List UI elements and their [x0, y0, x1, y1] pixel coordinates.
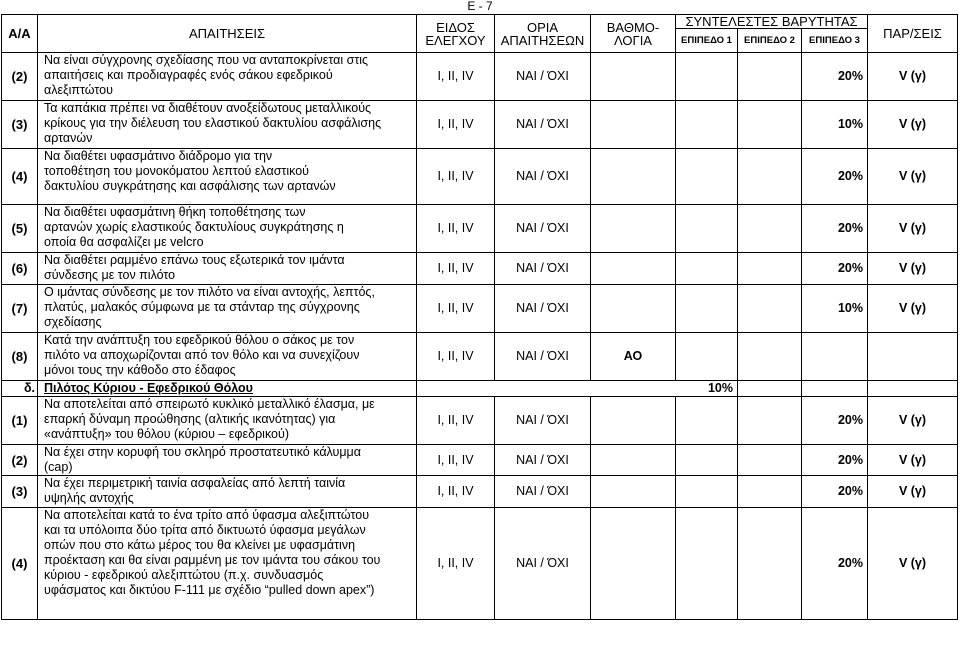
row-number: (4) [2, 149, 38, 205]
requirement-line: «ανάπτυξη» του θόλου (κύριου – εφεδρικού) [44, 427, 290, 441]
scoring-cell [591, 285, 676, 333]
level2-cell [738, 397, 802, 445]
table-row [2, 205, 958, 253]
requirement-line: επαρκή δύναμη προώθησης (αλτικής ικανότητας) για [44, 412, 336, 426]
row-number: (6) [2, 253, 38, 285]
check-type-cell: Ι, ΙΙ, ΙV [417, 149, 495, 205]
requirement-line: κύριου - εφεδρικού αλεξιπτώτου (π.χ. συνδυασμός [44, 568, 324, 582]
level3-cell: 20% [802, 205, 868, 253]
row-number: (5) [2, 205, 38, 253]
table-row [2, 101, 958, 149]
scoring-cell [591, 53, 676, 101]
check-type-cell: Ι, ΙΙ, ΙV [417, 101, 495, 149]
ref-cell: V (γ) [868, 253, 958, 285]
check-type-cell: Ι, ΙΙ, ΙV [417, 333, 495, 381]
section-weight: 10% [676, 381, 738, 397]
table-row [2, 476, 958, 508]
page-number: Ε - 7 [467, 0, 493, 13]
requirement-line: κρίκους για την διέλευση του ελαστικού δακτυλίου ασφάλισης [44, 116, 382, 130]
row-number: (2) [2, 445, 38, 476]
level2-cell [738, 476, 802, 508]
row-number: (3) [2, 101, 38, 149]
col-header-ref: ΠΑΡ/ΣΕΙΣ [868, 15, 958, 53]
level2-cell [738, 205, 802, 253]
level3-cell: 20% [802, 253, 868, 285]
requirement-text [38, 333, 417, 381]
ref-cell: V (γ) [868, 397, 958, 445]
row-number: (3) [2, 476, 38, 508]
requirement-line: αλεξιπτώτου [44, 83, 113, 97]
ref-cell: V (γ) [868, 101, 958, 149]
col-header-check-type: ΕΙΔΟΣ ΕΛΕΓΧΟΥ [417, 15, 495, 53]
level1-cell [676, 53, 738, 101]
requirement-line: (cap) [44, 460, 73, 474]
requirement-line: αρτανών [44, 131, 93, 145]
level2-cell [738, 101, 802, 149]
table-body-upper [2, 53, 958, 381]
limit-cell: ΝΑΙ / ΌΧΙ [495, 149, 591, 205]
requirement-line: αρτανών χωρίς ελαστικούς δακτυλίους συγκράτησης η [44, 220, 344, 234]
level1-cell [676, 476, 738, 508]
table-row [2, 508, 958, 620]
level3-cell: 20% [802, 476, 868, 508]
scoring-cell [591, 445, 676, 476]
limit-cell: ΝΑΙ / ΌΧΙ [495, 101, 591, 149]
table-row [2, 53, 958, 101]
ref-cell: V (γ) [868, 476, 958, 508]
limit-cell: ΝΑΙ / ΌΧΙ [495, 205, 591, 253]
check-type-cell: Ι, ΙΙ, ΙV [417, 53, 495, 101]
table-row [2, 149, 958, 205]
requirement-line: οπών που στο κάτω μέρος του θα κλείνει με υφασμάτινη [44, 538, 356, 552]
table-body-lower [2, 397, 958, 620]
requirement-text [38, 149, 417, 205]
level1-cell [676, 253, 738, 285]
requirement-line: απαιτήσεις και προδιαγραφές ενός σάκου εφεδρικού [44, 68, 333, 82]
requirement-text [38, 53, 417, 101]
level3-cell: 20% [802, 445, 868, 476]
requirement-text [38, 101, 417, 149]
col-header-limit: ΟΡΙΑ ΑΠΑΙΤΗΣΕΩΝ [495, 15, 591, 53]
level1-cell [676, 149, 738, 205]
row-number: (8) [2, 333, 38, 381]
check-type-cell: Ι, ΙΙ, ΙV [417, 476, 495, 508]
scoring-cell [591, 397, 676, 445]
col-header-scoring: ΒΑΘΜΟ-ΛΟΓΙΑ [591, 15, 676, 53]
row-number: (2) [2, 53, 38, 101]
level2-cell [738, 53, 802, 101]
requirement-line: πλατύς, μαλακός σύμφωνα με τα στάνταρ της σύγχρονης [44, 300, 360, 314]
limit-cell: ΝΑΙ / ΌΧΙ [495, 53, 591, 101]
table-row [2, 253, 958, 285]
level1-cell [676, 445, 738, 476]
level2-cell [738, 285, 802, 333]
requirement-line: Να είναι σύγχρονης σχεδίασης που να ανταποκρίνεται στις [44, 53, 369, 67]
requirement-line: Να αποτελείται από σπειρωτό κυκλικό μεταλλικό έλασμα, με [44, 397, 375, 411]
requirement-text [38, 205, 417, 253]
limit-cell: ΝΑΙ / ΌΧΙ [495, 285, 591, 333]
requirements-table [1, 14, 958, 620]
limit-cell: ΝΑΙ / ΌΧΙ [495, 397, 591, 445]
row-number: (7) [2, 285, 38, 333]
requirement-line: οποία θα ασφαλίζει με velcro [44, 235, 204, 249]
table-row [2, 333, 958, 381]
col-header-level3: ΕΠΙΠΕΔΟ 3 [802, 29, 868, 53]
table-header [2, 15, 958, 53]
level3-cell: 10% [802, 285, 868, 333]
requirement-line: Να διαθέτει υφασμάτινη θήκη τοποθέτησης των [44, 205, 306, 219]
col-header-weights: ΣΥΝΤΕΛΕΣΤΕΣ ΒΑΡΥΤΗΤΑΣ [676, 15, 868, 29]
level1-cell [676, 101, 738, 149]
level1-cell [676, 285, 738, 333]
level1-cell [676, 205, 738, 253]
requirement-line: προέκταση και θα είναι ραμμένη με τον ιμάντα του σάκου του [44, 553, 381, 567]
level3-cell [802, 333, 868, 381]
requirement-text [38, 253, 417, 285]
requirement-line: σύνδεσης με τον πιλότο [44, 268, 176, 282]
requirement-line: και τα υπόλοιπα δύο τρίτα από δικτυωτό ύφασμα μεγάλων [44, 523, 366, 537]
requirement-line: Κατά την ανάπτυξη του εφεδρικού θόλου ο σάκος με τον [44, 333, 355, 347]
requirement-line: υψηλής αντοχής [44, 491, 134, 505]
ref-cell: V (γ) [868, 205, 958, 253]
table-row [2, 397, 958, 445]
col-header-level1: ΕΠΙΠΕΔΟ 1 [676, 29, 738, 53]
check-type-cell: Ι, ΙΙ, ΙV [417, 397, 495, 445]
requirement-text [38, 285, 417, 333]
section-title: Πιλότος Κύριου - Εφεδρικού Θόλου [38, 381, 417, 397]
level1-cell [676, 333, 738, 381]
requirement-line: τοποθέτηση του μονοκόματου λεπτού ελαστικού [44, 164, 310, 178]
requirement-line: Να έχει στην κορυφή του σκληρό προστατευτικό κάλυμμα [44, 445, 361, 459]
requirement-text [38, 397, 417, 445]
scoring-cell [591, 205, 676, 253]
limit-cell: ΝΑΙ / ΌΧΙ [495, 508, 591, 620]
check-type-cell: Ι, ΙΙ, ΙV [417, 508, 495, 620]
ref-cell: V (γ) [868, 149, 958, 205]
level3-cell: 20% [802, 53, 868, 101]
limit-cell: ΝΑΙ / ΌΧΙ [495, 445, 591, 476]
requirement-text [38, 445, 417, 476]
requirement-line: σχεδίασης [44, 315, 102, 329]
level3-cell: 20% [802, 508, 868, 620]
level3-cell: 20% [802, 397, 868, 445]
requirement-line: Να διαθέτει ραμμένο επάνω τους εξωτερικά τον ιμάντα [44, 253, 345, 267]
table-row [2, 445, 958, 476]
level2-cell [738, 445, 802, 476]
col-header-requirements: ΑΠΑΙΤΗΣΕΙΣ [38, 15, 417, 53]
requirement-text [38, 508, 417, 620]
level1-cell [676, 397, 738, 445]
scoring-cell [591, 508, 676, 620]
scoring-cell [591, 101, 676, 149]
requirement-line: υφάσματος και δικτύου F-111 με σχέδιο “pulled down apex”) [44, 583, 375, 597]
ref-cell: V (γ) [868, 445, 958, 476]
ref-cell: V (γ) [868, 53, 958, 101]
requirement-line: Να αποτελείται κατά το ένα τρίτο από ύφασμα αλεξιπτώτου [44, 508, 370, 522]
level3-cell: 10% [802, 101, 868, 149]
requirement-line: πιλότο να αποχωρίζονται από τον θόλο και να συνεχίζουν [44, 348, 360, 362]
level3-cell: 20% [802, 149, 868, 205]
scoring-cell [591, 149, 676, 205]
requirement-line: δακτυλίου συγκράτησης και ασφάλισης των αρτανών [44, 179, 336, 193]
scoring-cell: ΑΟ [591, 333, 676, 381]
requirement-line: Να έχει περιμετρική ταινία ασφαλείας από λεπτή ταινία [44, 476, 346, 490]
limit-cell: ΝΑΙ / ΌΧΙ [495, 253, 591, 285]
ref-cell: V (γ) [868, 285, 958, 333]
level2-cell [738, 253, 802, 285]
check-type-cell: Ι, ΙΙ, ΙV [417, 285, 495, 333]
row-number: (1) [2, 397, 38, 445]
ref-cell [868, 333, 958, 381]
level2-cell [738, 333, 802, 381]
col-header-aa: Α/Α [2, 15, 38, 53]
requirement-line: Ο ιμάντας σύνδεσης με τον πιλότο να είναι αντοχής, λεπτός, [44, 285, 375, 299]
requirement-line: Να διαθέτει υφασμάτινο διάδρομο για την [44, 149, 273, 163]
limit-cell: ΝΑΙ / ΌΧΙ [495, 333, 591, 381]
col-header-level2: ΕΠΙΠΕΔΟ 2 [738, 29, 802, 53]
section-aa: δ. [2, 381, 38, 397]
requirement-line: Τα καπάκια πρέπει να διαθέτουν ανοξείδωτους μεταλλικούς [44, 101, 372, 115]
level1-cell [676, 508, 738, 620]
scoring-cell [591, 253, 676, 285]
requirement-text [38, 476, 417, 508]
ref-cell: V (γ) [868, 508, 958, 620]
section-header [2, 381, 958, 397]
level2-cell [738, 149, 802, 205]
check-type-cell: Ι, ΙΙ, ΙV [417, 445, 495, 476]
requirement-line: μόνοι τους την κάθοδο στο έδαφος [44, 363, 236, 377]
limit-cell: ΝΑΙ / ΌΧΙ [495, 476, 591, 508]
row-number: (4) [2, 508, 38, 620]
check-type-cell: Ι, ΙΙ, ΙV [417, 205, 495, 253]
table-row [2, 285, 958, 333]
check-type-cell: Ι, ΙΙ, ΙV [417, 253, 495, 285]
level2-cell [738, 508, 802, 620]
scoring-cell [591, 476, 676, 508]
